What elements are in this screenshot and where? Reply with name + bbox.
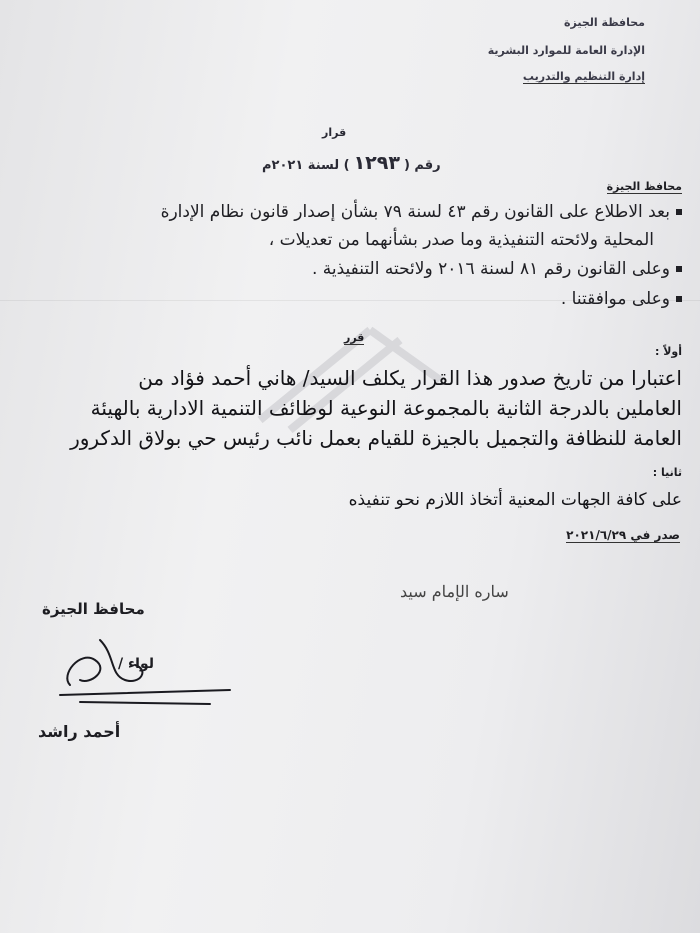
header-governorate: محافظة الجيزة xyxy=(564,16,645,29)
preamble-item: بعد الاطلاع على القانون رقم ٤٣ لسنة ٧٩ بشأن إصدار قانون نظام الإدارة xyxy=(161,202,682,222)
decree-prefix: رقم ( xyxy=(403,158,441,173)
decree-word: قرار xyxy=(322,126,347,139)
second-article-label: ثانيا : xyxy=(652,466,682,479)
decree-year: ) لسنة ٢٠٢١م xyxy=(262,158,350,173)
first-article-label: أولاً : xyxy=(654,345,682,358)
decision-heading: قرر xyxy=(344,331,365,344)
issued-date-value: ٢٠٢١/٦/٢٩ xyxy=(566,528,627,542)
preamble-item-continued: المحلية ولائحته التنفيذية وما صدر بشأنهما من تعديلات ، xyxy=(268,230,654,250)
decree-number: ١٢٩٣ xyxy=(353,152,400,174)
preamble-item: وعلى موافقتنا . xyxy=(561,289,682,309)
first-article-line: العامة للنظافة والتجميل بالجيزة للقيام بعمل نائب رئيس حي بولاق الدكرور xyxy=(70,426,682,450)
second-article-line: على كافة الجهات المعنية أتخاذ اللازم نحو تنفيذه xyxy=(348,490,682,510)
header-org-department: إدارة التنظيم والتدريب xyxy=(522,70,645,83)
governor-name: أحمد راشد xyxy=(38,722,121,741)
issued-date xyxy=(566,528,680,543)
first-article-line: اعتبارا من تاريخ صدور هذا القرار يكلف السيد/ هاني أحمد فؤاد من xyxy=(138,366,682,390)
preamble-item: وعلى القانون رقم ٨١ لسنة ٢٠١٦ ولائحته التنفيذية . xyxy=(312,259,682,279)
governor-title: محافظ الجيزة xyxy=(42,600,145,618)
first-article-line: العاملين بالدرجة الثانية بالمجموعة النوعية لوظائف التنمية الادارية بالهيئة xyxy=(90,396,682,420)
issued-label: صدر في xyxy=(630,528,680,542)
signatory-rank: لواء / xyxy=(118,656,154,672)
decree-number-line xyxy=(262,152,441,174)
preamble-title: محافظ الجيزة xyxy=(606,180,682,193)
handwritten-note: ساره الإمام سيد xyxy=(400,582,509,601)
header-hr-department: الإدارة العامة للموارد البشرية xyxy=(487,44,645,57)
